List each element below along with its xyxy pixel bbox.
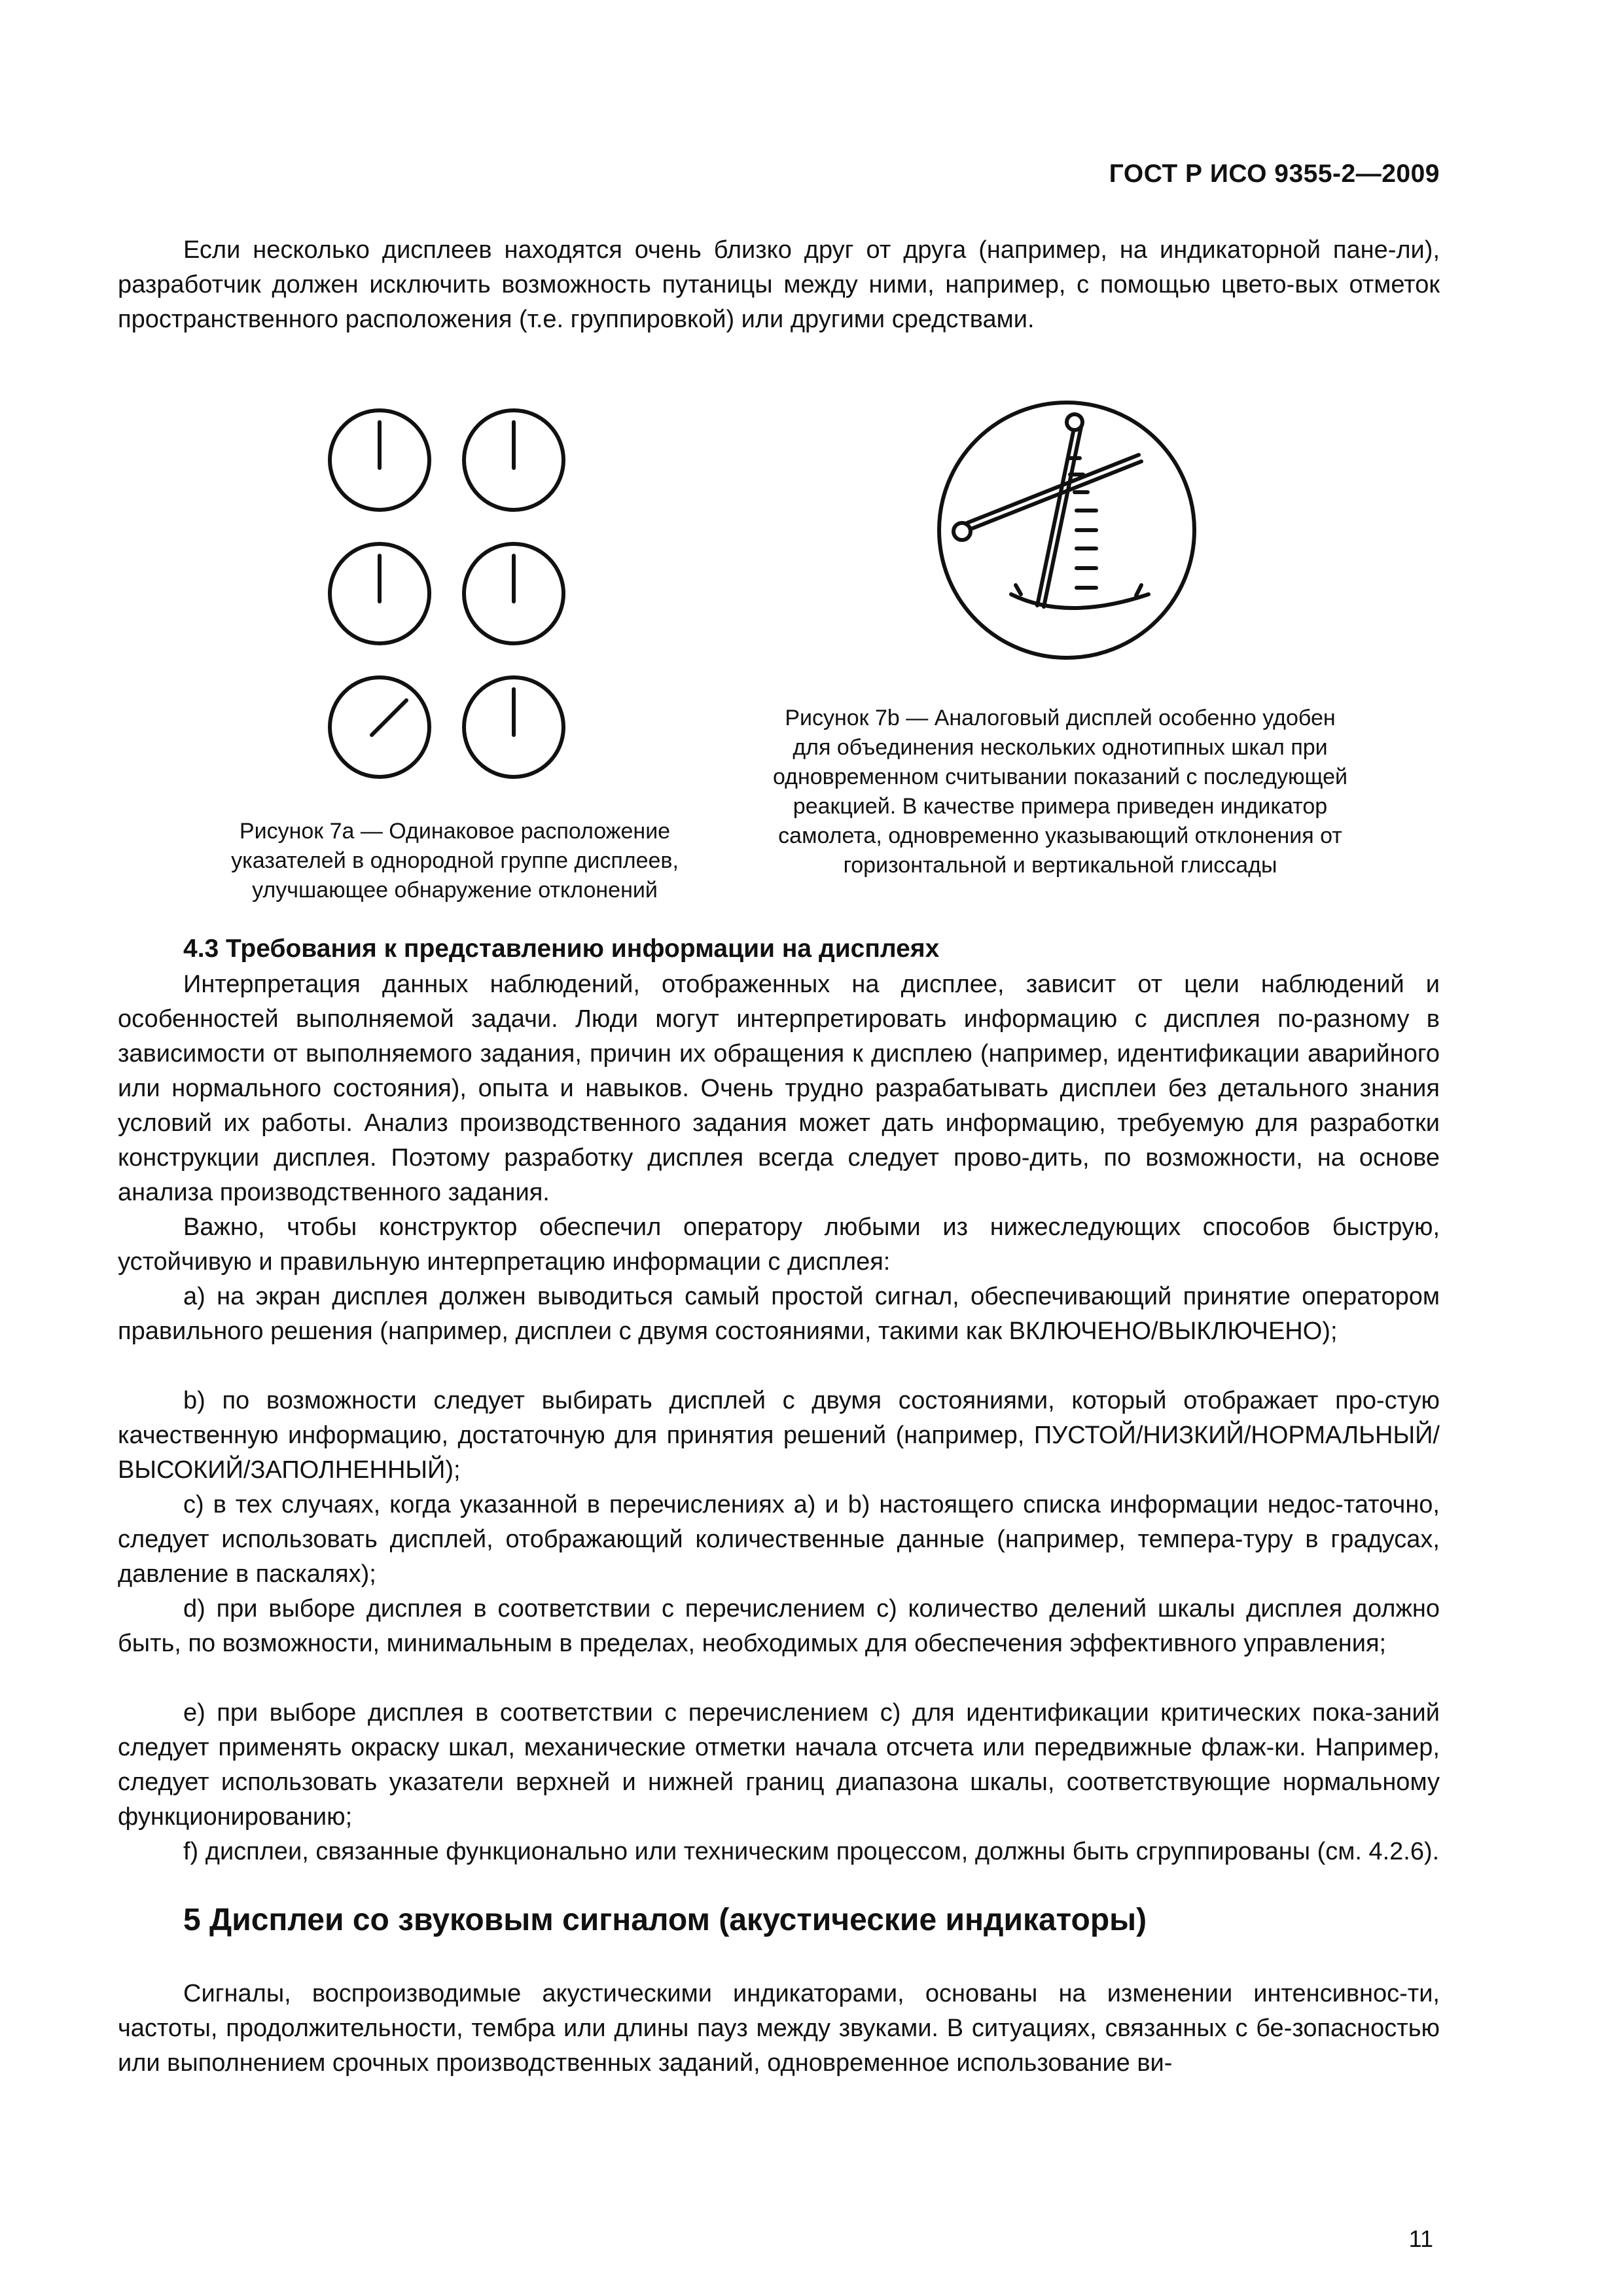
section-5-heading: 5 Дисплеи со звуковым сигналом (акустические индикаторы) (183, 1903, 1147, 1937)
section-4-3-heading: 4.3 Требования к представлению информации на дисплеях (183, 935, 940, 963)
list-item-f: f) дисплеи, связанные функционально или техническим процессом, должны быть сгруппированы (см. 4.2.6). (183, 1838, 1440, 1865)
figure-7a-dial-grid (324, 403, 586, 782)
dial-5-deviating (330, 677, 429, 777)
figure-7b-glide-slope-indicator (936, 386, 1198, 687)
indicator-bezel (939, 403, 1194, 658)
list-item-b: b) по возможности следует выбирать дисплей с двумя состояниями, который отображает про-стую качественную информацию, достаточную для принятия решений (например, ПУСТОЙ/НИЗКИЙ/НОРМАЛЬНЫЙ/ВЫСОКИЙ/ЗАПОЛНЕННЫЙ); (118, 1387, 1440, 1484)
dial-6 (464, 677, 563, 777)
list-item-a: а) на экран дисплея должен выводиться самый простой сигнал, обеспечивающий принятие оператором правильного решения (например, дисплеи с двумя состояниями, такими как ВКЛЮЧЕНО/ВЫКЛЮЧЕНО); (118, 1283, 1440, 1345)
dial-1 (330, 410, 429, 510)
list-item-d: d) при выборе дисплея в соответствии с перечислением с) количество делений шкалы дисплея должно быть, по возможности, минимальным в пределах, необходимых для обеспечения эффективного управления; (118, 1595, 1440, 1657)
list-item-c: с) в тех случаях, когда указанной в перечислениях а) и b) настоящего списка информации недос-таточно, следует использовать дисплей, отображающий количественные данные (например, темпера-туру в градусах, давление в паскалях); (118, 1491, 1440, 1588)
horizontal-scale-arc (1011, 594, 1149, 608)
list-item-e: е) при выборе дисплея в соответствии с перечислением с) для идентификации критических пока-заний следует применять окраску шкал, механические отметки начала отсчета или передвижные флаж-ки. Например, следует использовать указатели верхней и нижней границ диапазона шкалы, соответствующие нормальному функционированию; (118, 1699, 1440, 1831)
dial-4 (464, 544, 563, 643)
figure-7b-caption: Рисунок 7b — Аналоговый дисплей особенно удобен для объединения нескольких однотипных шкал при одновременном считывании показаний с последующей реакцией. В качестве примера приведен индикатор самолета, одновременно указывающий отклонения от горизонтальной и вертикальной глиссады (772, 706, 1348, 878)
section-4-3-paragraph-1: Интерпретация данных наблюдений, отображенных на дисплее, зависит от цели наблюдений и особенностей выполняемой задачи. Люди могут интерпретировать информацию с дисплея по-разному в зависимости от выполняемого задания, причин их обращения к дисплею (например, идентификации аварийного или нормального состояния), опыта и навыков. Очень трудно разрабатывать дисплеи без детального знания условий их работы. Анализ производственного задания может дать информацию, требуемую для разработки конструкции дисплея. Поэтому разработку дисплея всегда следует прово-дить, по возможности, на основе анализа производственного задания. (118, 971, 1440, 1206)
figure-7a-caption: Рисунок 7а — Одинаковое расположение указателей в однородной группе дисплеев, улучшающее обнаружение отклонений (231, 819, 679, 903)
intro-paragraph: Если несколько дисплеев находятся очень близко друг от друга (например, на индикаторной пане-ли), разработчик должен исключить возможность путаницы между ними, например, с помощью цвето-вых отметок пространственного расположения (т.е. группировкой) или другими средствами. (118, 236, 1440, 333)
document-id: ГОСТ Р ИСО 9355-2—2009 (1109, 160, 1440, 188)
dial-2 (464, 410, 563, 510)
page-number: 11 (1408, 2225, 1433, 2252)
horizontal-glide-needle (954, 455, 1141, 540)
dial-3 (330, 544, 429, 643)
section-5-paragraph-1: Сигналы, воспроизводимые акустическими индикаторами, основаны на изменении интенсивнос-ти, частоты, продолжительности, тембра или длины пауз между звуками. В ситуациях, связанных с бе-зопасностью или выполнением срочных производственных заданий, одновременное использование ви- (118, 1980, 1440, 2077)
section-4-3-paragraph-2: Важно, чтобы конструктор обеспечил оператору любыми из нижеследующих способов быструю, устойчивую и правильную интерпретацию информации с дисплея: (118, 1213, 1440, 1276)
